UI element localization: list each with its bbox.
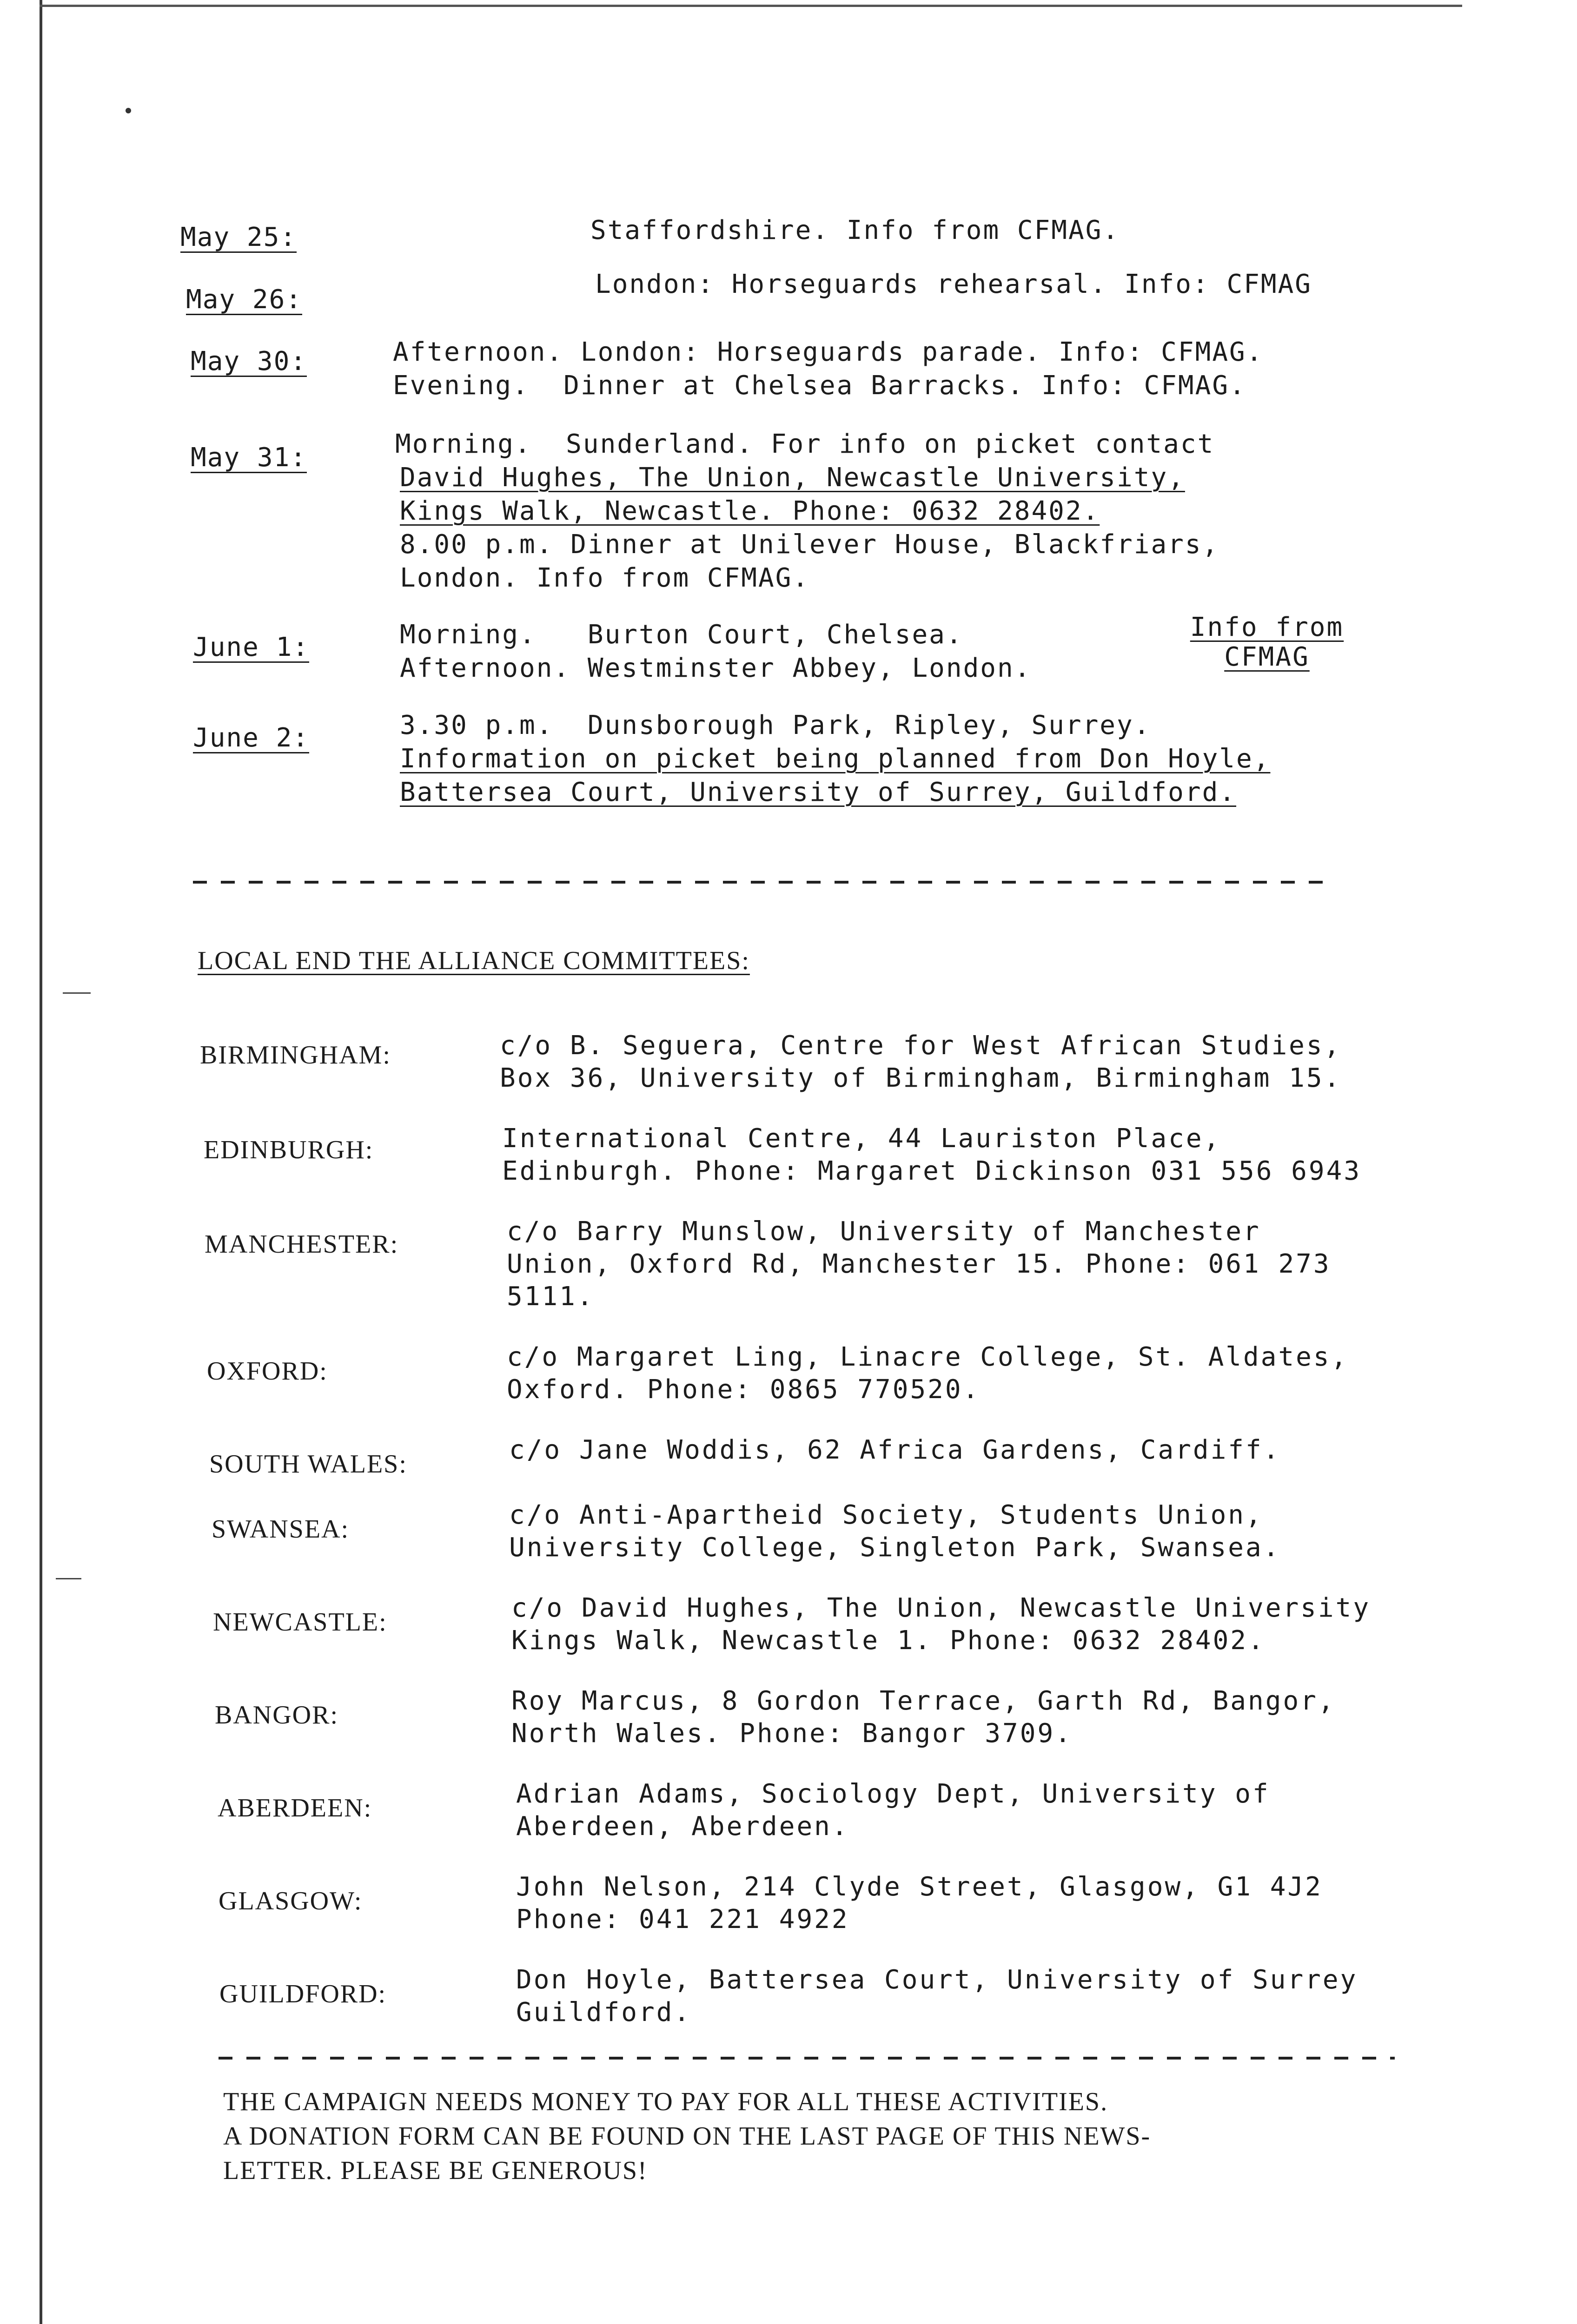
committee-address-line: Roy Marcus, 8 Gordon Terrace, Garth Rd, Bangor, [511, 1686, 1336, 1716]
committee-address-line: Kings Walk, Newcastle 1. Phone: 0632 28402. [511, 1625, 1266, 1656]
committee-address-line: Oxford. Phone: 0865 770520. [507, 1374, 981, 1405]
committee-address-line: International Centre, 44 Lauriston Place, [502, 1123, 1221, 1154]
dashed-divider [193, 881, 1327, 884]
committee-city: ABERDEEN: [218, 1794, 372, 1822]
committee-address-line: c/o B. Seguera, Centre for West African Studies, [500, 1030, 1342, 1061]
committee-city: OXFORD: [207, 1357, 328, 1386]
schedule-entry-text: Morning. Sunderland. For info on picket contact [395, 429, 1215, 459]
committees-heading: LOCAL END THE ALLIANCE COMMITTEES: [198, 946, 750, 975]
committee-address-line: University College, Singleton Park, Swansea. [509, 1532, 1281, 1563]
schedule-entry-text: David Hughes, The Union, Newcastle University, [400, 462, 1185, 493]
committee-address-line: c/o David Hughes, The Union, Newcastle University [511, 1593, 1371, 1623]
info-side-note-line: Info from [1190, 612, 1344, 642]
committee-city: SWANSEA: [212, 1515, 350, 1544]
committee-address-line: Guildford. [516, 1997, 692, 2027]
committee-city: EDINBURGH: [204, 1136, 374, 1164]
info-side-note [1174, 613, 1360, 672]
schedule-date: June 2: [193, 723, 310, 753]
info-side-note-line: CFMAG [1224, 642, 1310, 672]
committee-address-line: Adrian Adams, Sociology Dept, University of [516, 1779, 1270, 1809]
committee-city: NEWCASTLE: [213, 1608, 387, 1637]
committee-address-line: Edinburgh. Phone: Margaret Dickinson 031 556 6943 [502, 1156, 1362, 1186]
schedule-date: May 31: [191, 442, 307, 473]
margin-mark [56, 1578, 81, 1579]
schedule-date: May 30: [191, 346, 307, 376]
committee-address-line: c/o Jane Woddis, 62 Africa Gardens, Cardiff. [509, 1435, 1281, 1465]
committee-city: MANCHESTER: [205, 1230, 399, 1259]
margin-mark [63, 992, 91, 994]
committee-address-line: North Wales. Phone: Bangor 3709. [511, 1718, 1073, 1749]
page-edge-left [40, 0, 42, 2324]
committee-address-line: c/o Anti-Apartheid Society, Students Union, [509, 1500, 1263, 1530]
schedule-entry-text: London. Info from CFMAG. [400, 563, 810, 593]
committee-city: BANGOR: [215, 1701, 339, 1730]
schedule-date: May 26: [186, 284, 303, 315]
schedule-date: May 25: [180, 222, 297, 252]
schedule-date: June 1: [193, 632, 310, 662]
schedule-entry-text: 8.00 p.m. Dinner at Unilever House, Blackfriars, [400, 529, 1219, 560]
committee-address-line: Don Hoyle, Battersea Court, University of Surrey [516, 1965, 1358, 1995]
schedule-entry-text: Staffordshire. Info from CFMAG. [590, 215, 1120, 245]
committee-address-line: Box 36, University of Birmingham, Birmingham 15. [500, 1063, 1342, 1093]
appeal-line: A DONATION FORM CAN BE FOUND ON THE LAST PAGE OF THIS NEWS- [223, 2122, 1151, 2151]
schedule-entry-text: Evening. Dinner at Chelsea Barracks. Info: CFMAG. [393, 370, 1246, 401]
schedule-entry-text: Afternoon. London: Horseguards parade. Info: CFMAG. [393, 337, 1264, 367]
committee-city: BIRMINGHAM: [200, 1041, 391, 1070]
appeal-line: THE CAMPAIGN NEEDS MONEY TO PAY FOR ALL THESE ACTIVITIES. [223, 2087, 1108, 2116]
committee-address-line: John Nelson, 214 Clyde Street, Glasgow, G1 4J2 [516, 1872, 1323, 1902]
dashed-divider [219, 2057, 1395, 2060]
committee-city: SOUTH WALES: [209, 1450, 407, 1479]
committee-address-line: Aberdeen, Aberdeen. [516, 1811, 849, 1842]
schedule-entry-text: Morning. Burton Court, Chelsea. [400, 620, 963, 650]
scan-speck [126, 108, 131, 113]
committee-address-line: c/o Margaret Ling, Linacre College, St. Aldates, [507, 1342, 1349, 1372]
schedule-entry-text: Kings Walk, Newcastle. Phone: 0632 28402. [400, 496, 1100, 526]
appeal-line: LETTER. PLEASE BE GENEROUS! [223, 2156, 648, 2185]
committee-address-line: Union, Oxford Rd, Manchester 15. Phone: 061 273 [507, 1249, 1331, 1279]
schedule-entry-text: London: Horseguards rehearsal. Info: CFMAG [595, 269, 1312, 299]
page-edge-top [40, 5, 1462, 7]
schedule-entry-text: Battersea Court, University of Surrey, Guildford. [400, 777, 1237, 807]
committee-city: GUILDFORD: [219, 1980, 387, 2008]
schedule-entry-text: 3.30 p.m. Dunsborough Park, Ripley, Surrey. [400, 710, 1151, 740]
committee-city: GLASGOW: [219, 1887, 363, 1915]
schedule-entry-text: Information on picket being planned from Don Hoyle, [400, 744, 1271, 774]
committee-address-line: 5111. [507, 1281, 595, 1312]
schedule-entry-text: Afternoon. Westminster Abbey, London. [400, 653, 1032, 683]
donation-appeal [223, 2085, 1151, 2188]
committee-address-line: Phone: 041 221 4922 [516, 1904, 849, 1934]
committee-address-line: c/o Barry Munslow, University of Manchester [507, 1216, 1261, 1247]
